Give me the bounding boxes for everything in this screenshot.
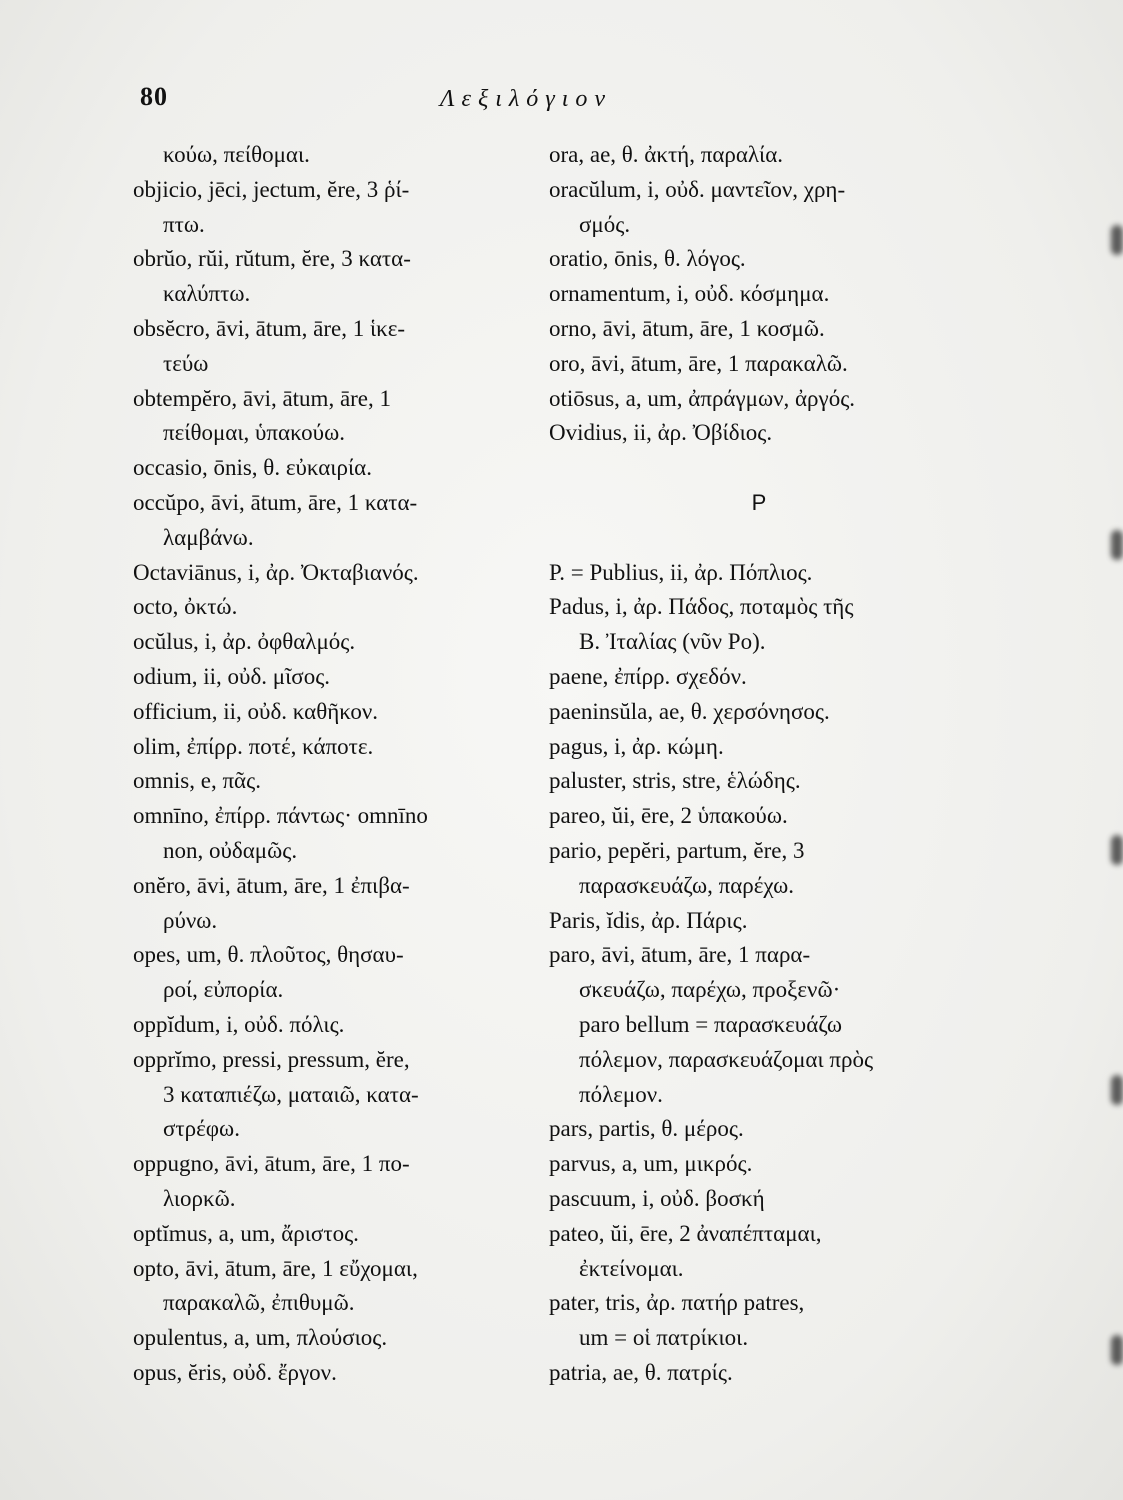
dictionary-entry-line: parvus, a, um, μικρός.	[549, 1151, 753, 1177]
dictionary-entry-line: odium, ii, οὐδ. μῖσος.	[133, 663, 331, 689]
dictionary-entry-line: pascuum, i, οὐδ. βοσκή	[549, 1185, 765, 1211]
dictionary-entry-line: opulentus, a, um, πλούσιος.	[133, 1325, 388, 1351]
blank-line	[549, 521, 969, 556]
dictionary-entry-line: octo, ὀκτώ.	[133, 594, 238, 620]
entry-continuation-line: ἐκτείνομαι.	[579, 1255, 684, 1281]
dictionary-entry-line: otiōsus, a, um, ἀπράγμων, ἀργός.	[549, 385, 856, 411]
binding-shadow-mark	[1111, 835, 1123, 865]
entry-continuation-line: πόλεμον.	[579, 1081, 663, 1107]
dictionary-entry-line: Ovidius, ii, ἀρ. Ὀβίδιος.	[549, 420, 773, 446]
binding-shadow-mark	[1111, 530, 1123, 560]
dictionary-entry-line: paeninsŭla, ae, θ. χερσόνησος.	[549, 698, 830, 724]
dictionary-entry-line: Paris, ĭdis, ἀρ. Πάρις.	[549, 907, 748, 933]
dictionary-entry-line: oro, āvi, ātum, āre, 1 παρακαλῶ.	[549, 350, 848, 376]
section-letter-heading: P	[751, 489, 767, 515]
entry-continuation-line: λιορκῶ.	[163, 1185, 236, 1211]
entry-continuation-line: paro bellum = παρασκευάζω	[579, 1011, 843, 1037]
entry-continuation-line: πτω.	[163, 211, 205, 237]
dictionary-entry-line: occasio, ōnis, θ. εὐκαιρία.	[133, 455, 372, 481]
entry-continuation-line: ρύνω.	[163, 907, 218, 933]
dictionary-entry-line: pagus, i, ἀρ. κώμη.	[549, 733, 724, 759]
dictionary-entry-line: obrŭo, rŭi, rŭtum, ĕre, 3 κατα-	[133, 246, 411, 272]
dictionary-entry-line: ornamentum, i, οὐδ. κόσμημα.	[549, 281, 830, 307]
entry-continuation-line: ροί, εὐπορία.	[163, 977, 284, 1003]
entry-continuation-line: τεύω	[163, 350, 209, 376]
dictionary-entry-line: obsĕcro, āvi, ātum, āre, 1 ἱκε-	[133, 315, 406, 341]
dictionary-entry-line: opto, āvi, ātum, āre, 1 εὔχομαι,	[133, 1255, 418, 1281]
dictionary-entry-line: opprĭmo, pressi, pressum, ĕre,	[133, 1046, 410, 1072]
dictionary-entry-line: obtempĕro, āvi, ātum, āre, 1	[133, 385, 392, 411]
entry-continuation-line: κούω, πείθομαι.	[163, 142, 310, 167]
page-number: 80	[140, 82, 168, 111]
dictionary-entry-line: officium, ii, οὐδ. καθῆκον.	[133, 698, 379, 724]
binding-shadow-mark	[1111, 1075, 1123, 1105]
dictionary-entry-line: opus, ĕris, οὐδ. ἔργον.	[133, 1359, 337, 1385]
dictionary-entry-line: patria, ae, θ. πατρίς.	[549, 1359, 733, 1385]
entry-continuation-line: καλύπτω.	[163, 281, 251, 307]
dictionary-entry-line: paene, ἐπίρρ. σχεδόν.	[549, 663, 747, 689]
dictionary-entry-line: opes, um, θ. πλοῦτος, θησαυ-	[133, 942, 404, 968]
dictionary-entry-line: pario, pepĕri, partum, ĕre, 3	[549, 837, 805, 863]
entry-continuation-line: σκευάζω, παρέχω, προξενῶ·	[579, 977, 841, 1003]
dictionary-entry-line: pater, tris, ἀρ. πατήρ patres,	[549, 1290, 805, 1316]
dictionary-entry-line: objicio, jēci, jectum, ĕre, 3 ῥί-	[133, 176, 410, 202]
left-column	[133, 138, 523, 1391]
dictionary-entry-line: onĕro, āvi, ātum, āre, 1 ἐπιβα-	[133, 872, 410, 898]
dictionary-entry-line: pateo, ŭi, ēre, 2 ἀναπέπταμαι,	[549, 1220, 822, 1246]
dictionary-entry-line: orno, āvi, ātum, āre, 1 κοσμῶ.	[549, 315, 825, 341]
dictionary-entry-line: Padus, i, ἀρ. Πάδος, ποταμὸς τῆς	[549, 594, 854, 620]
dictionary-entry-line: olim, ἐπίρρ. ποτέ, κάποτε.	[133, 733, 374, 759]
entry-continuation-line: στρέφω.	[163, 1116, 240, 1142]
entry-continuation-line: παρακαλῶ, ἐπιθυμῶ.	[163, 1290, 355, 1316]
dictionary-entry-line: ocŭlus, i, ἀρ. ὀφθαλμός.	[133, 629, 356, 655]
entry-continuation-line: πόλεμον, παρασκευάζομαι πρὸς	[579, 1046, 874, 1072]
dictionary-entry-line: pareo, ŭi, ēre, 2 ὑπακούω.	[549, 803, 788, 829]
dictionary-entry-line: oppĭdum, i, οὐδ. πόλις.	[133, 1011, 345, 1037]
binding-shadow-mark	[1111, 225, 1123, 255]
entry-continuation-line: Β. Ἰταλίας (νῦν Po).	[579, 629, 766, 655]
entry-continuation-line: 3 καταπιέζω, ματαιῶ, κατα-	[163, 1081, 419, 1107]
dictionary-entry-line: ora, ae, θ. ἀκτή, παραλία.	[549, 142, 784, 167]
running-title: Λεξιλόγιον	[440, 86, 613, 112]
dictionary-entry-line: occŭpo, āvi, ātum, āre, 1 κατα-	[133, 489, 418, 515]
page-header	[0, 82, 1123, 122]
dictionary-entry-line: omnīno, ἐπίρρ. πάντως· omnīno	[133, 803, 428, 829]
dictionary-entry-line: optĭmus, a, um, ἄριστος.	[133, 1220, 359, 1246]
entry-continuation-line: um = οἱ πατρίκιοι.	[579, 1325, 749, 1351]
dictionary-entry-line: pars, partis, θ. μέρος.	[549, 1116, 744, 1142]
entry-continuation-line: παρασκευάζω, παρέχω.	[579, 872, 794, 898]
entry-continuation-line: σμός.	[579, 211, 631, 237]
dictionary-entry-line: paluster, stris, stre, ἑλώδης.	[549, 768, 801, 794]
dictionary-entry-line: oppugno, āvi, ātum, āre, 1 πο-	[133, 1151, 410, 1177]
dictionary-entry-line: Octaviānus, i, ἀρ. Ὀκταβιανός.	[133, 559, 419, 585]
binding-shadow-mark	[1111, 1335, 1123, 1365]
blank-line	[549, 451, 969, 486]
dictionary-entry-line: paro, āvi, ātum, āre, 1 παρα-	[549, 942, 811, 968]
dictionary-entry-line: oratio, ōnis, θ. λόγος.	[549, 246, 746, 272]
entry-continuation-line: λαμβάνω.	[163, 524, 254, 550]
entry-continuation-line: πείθομαι, ὑπακούω.	[163, 420, 345, 446]
right-column	[549, 138, 969, 1391]
entry-continuation-line: non, οὐδαμῶς.	[163, 837, 298, 863]
dictionary-entry-line: oracŭlum, i, οὐδ. μαντεῖον, χρη-	[549, 176, 846, 202]
dictionary-entry-line: P. = Publius, ii, ἀρ. Πόπλιος.	[549, 559, 813, 585]
dictionary-entry-line: omnis, e, πᾶς.	[133, 768, 261, 794]
